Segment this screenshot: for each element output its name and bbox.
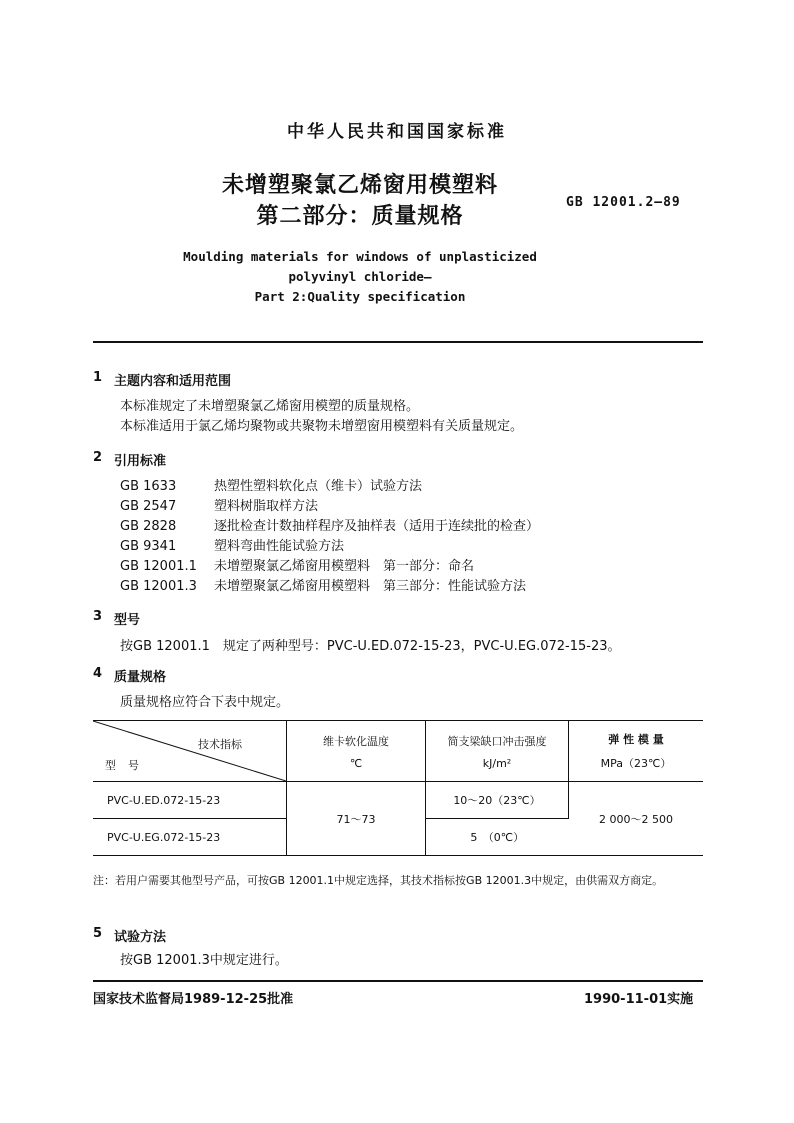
- chinese-title-line1: 未增塑聚氯乙烯窗用模塑料: [221, 173, 498, 198]
- table-row: [93, 782, 703, 819]
- chinese-title-line2: 第二部分：质量规格: [256, 204, 464, 229]
- approval-date: 国家技术监督局1989-12-25批准: [93, 992, 294, 1007]
- section-2-number: 2: [93, 450, 103, 465]
- section-4-title: 质量规格: [114, 670, 167, 685]
- impact-title: 简支梁缺口冲击强度: [447, 734, 547, 748]
- reference-text: 塑料弯曲性能试验方法: [214, 539, 345, 554]
- section-1-number: 1: [93, 370, 103, 385]
- section-3-title: 型号: [114, 613, 141, 628]
- reference-item: [120, 517, 539, 537]
- reference-code: GB 2828: [120, 519, 177, 534]
- implementation-date: 1990-11-01实施: [584, 992, 694, 1007]
- footer-divider: [93, 980, 703, 982]
- section-5-paragraph: 按GB 12001.3中规定进行。: [120, 953, 288, 968]
- section-5-number: 5: [93, 926, 103, 941]
- section-4-paragraph: 质量规格应符合下表中规定。: [120, 695, 290, 710]
- reference-item: [120, 477, 422, 497]
- section-1-paragraph-1: 本标准规定了未增塑聚氯乙烯窗用模塑的质量规格。: [120, 399, 420, 414]
- table-header-vicat: [287, 721, 426, 782]
- vicat-value-cell: 71～73: [287, 782, 426, 856]
- reference-code: GB 2547: [120, 499, 177, 514]
- english-title: [100, 247, 620, 307]
- table-header-impact: [426, 721, 569, 782]
- modulus-unit: MPa（23℃）: [600, 757, 672, 770]
- model-cell: PVC-U.EG.072-15-23: [93, 819, 287, 856]
- national-standard-heading: 中华人民共和国国家标准: [287, 122, 507, 142]
- section-1-paragraph-2: 本标准适用于氯乙烯均聚物或共聚物未增塑窗用模塑料有关质量规定。: [120, 419, 524, 434]
- reference-text: 未增塑聚氯乙烯窗用模塑料 第一部分：命名: [214, 559, 475, 574]
- impact-value-cell: 5 （0℃）: [426, 819, 569, 856]
- reference-item: [120, 557, 474, 577]
- header-divider: [93, 341, 703, 343]
- modulus-title: 弹 性 模 量: [608, 733, 664, 746]
- english-title-line2: polyvinyl chloride—: [288, 269, 432, 284]
- modulus-value-cell: 2 000～2 500: [569, 782, 704, 856]
- reference-code: GB 12001.3: [120, 579, 197, 594]
- table-header-row: [93, 721, 703, 782]
- corner-header-label: 技术指标: [198, 738, 242, 751]
- table-note: 注：若用户需要其他型号产品，可按GB 12001.1中规定选择，其技术指标按GB 12001.3中规定，由供需双方商定。: [93, 874, 664, 887]
- impact-unit: kJ/m²: [482, 756, 512, 770]
- vicat-title: 维卡软化温度: [323, 734, 389, 748]
- reference-item: [120, 497, 318, 517]
- section-5-title: 试验方法: [114, 930, 167, 945]
- reference-code: GB 9341: [120, 539, 177, 554]
- reference-item: [120, 537, 344, 557]
- reference-text: 塑料树脂取样方法: [214, 499, 319, 514]
- section-1-title: 主题内容和适用范围: [114, 374, 232, 389]
- table-corner-cell: [93, 721, 287, 782]
- reference-text: 逐批检查计数抽样程序及抽样表（适用于连续批的检查）: [214, 519, 540, 534]
- standard-code: GB 12001.2—89: [566, 195, 681, 210]
- corner-row-label: 型号: [105, 759, 151, 772]
- impact-value-cell: 10～20（23℃）: [426, 782, 569, 819]
- model-cell: PVC-U.ED.072-15-23: [93, 782, 287, 819]
- section-2-title: 引用标准: [114, 454, 167, 469]
- english-title-line3: Part 2:Quality specification: [254, 289, 466, 304]
- reference-text: 未增塑聚氯乙烯窗用模塑料 第三部分：性能试验方法: [214, 579, 527, 594]
- reference-item: [120, 577, 526, 597]
- chinese-title: [150, 170, 570, 232]
- quality-spec-table: [93, 720, 703, 856]
- reference-code: GB 1633: [120, 479, 177, 494]
- vicat-unit: ℃: [349, 756, 363, 770]
- english-title-line1: Moulding materials for windows of unplasticized: [183, 249, 537, 264]
- section-3-paragraph: 按GB 12001.1 规定了两种型号：PVC-U.ED.072-15-23，PVC-U.EG.072-15-23。: [120, 639, 621, 654]
- section-3-number: 3: [93, 609, 103, 624]
- reference-text: 热塑性塑料软化点（维卡）试验方法: [214, 479, 423, 494]
- section-4-number: 4: [93, 666, 103, 681]
- table-header-modulus: [569, 721, 704, 782]
- reference-code: GB 12001.1: [120, 559, 197, 574]
